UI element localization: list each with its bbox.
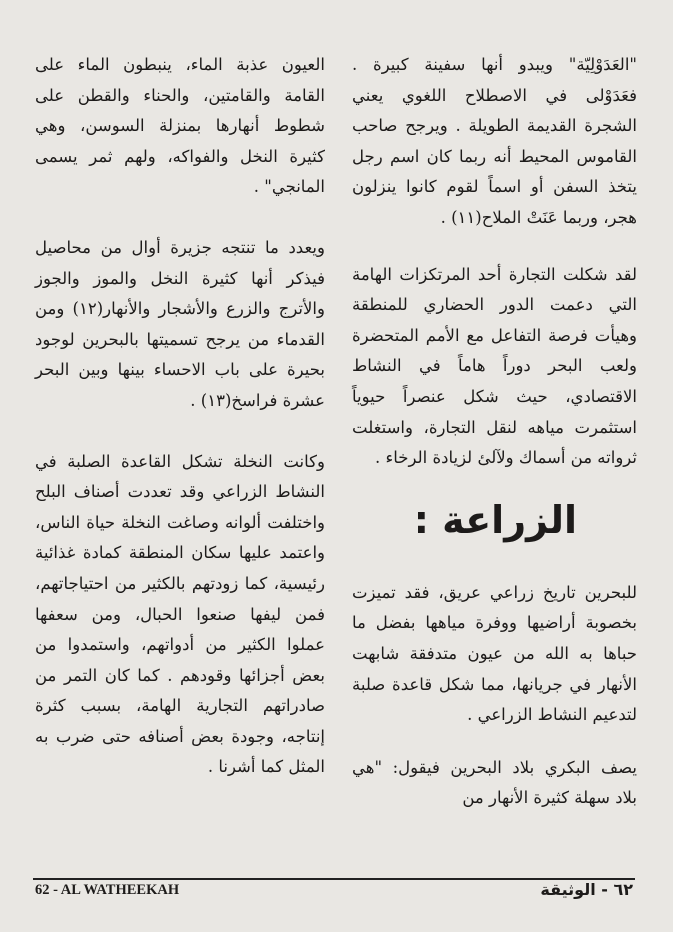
paragraph-trade: لقد شكلت التجارة أحد المرتكزات الهامة التي دعمت الدور الحضاري للمنطقة وهيأت فرصة التفاعل مع الأمم المتحضرة ولعب البحر دوراً هاماً في النشاط الاقتصادي، حيث شكل عنصراً حيوياً استثمرت مياهه لنقل التجارة، واستغلت ثرواته من أسماك ولآلئ لزيادة الرخاء . [352,264,637,468]
paragraph-bakri-quote: يصف البكري بلاد البحرين فيقول: "هي بلاد سهلة كثيرة الأنهار من [352,757,637,808]
paragraph-adawliyya: "العَدَوْلِيّة" ويبدو أنها سفينة كبيرة . فعَدَوْلى في الاصطلاح اللغوي يعني الشجرة القديمة الطويلة . ويرجح صاحب القاموس المحيط أنه ربما كان اسم رجل يتخذ السفن أو اسماً لقوم كانوا ينزلون هجر، وربما عَنَتْ الملاح(١١) . [352,55,637,227]
footer-page-label-arabic: ٦٢ - الوثيقة [540,880,633,899]
paragraph-springs: العيون عذبة الماء، ينبطون الماء على القامة والقامتين، والحناء والقطن على شطوط أنهارها بمنزلة السوسن، وهي كثيرة النخل والفواكه، ولهم ثمر يسمى المانجي" . [35,55,325,197]
right-column [352,50,637,814]
paragraph-palm-tree: وكانت النخلة تشكل القاعدة الصلبة في النشاط الزراعي وقد تعددت أصناف البلح واختلفت ألوانه وصاغت النخلة حياة الناس، واعتمد عليها سكان المنطقة كمادة غذائية رئيسية، كما زودتهم بالكثير من احتياجاتهم، فمن ليفها صنعوا الحبال، ومن سعفها عملوا الكثير من أدواتهم، واستمدوا من بعض أجزائها وقودهم . كما كان التمر من صادراتهم التجارية الهامة، بسبب كثرة إنتاجه، وجودة بعض أصنافه حتى ضرب به المثل كما أشرنا . [35,451,325,777]
footer-page-label-english: 62 - AL WATHEEKAH [35,882,180,898]
section-heading-agriculture: الزراعة : [413,497,577,542]
paragraph-awal-crops: ويعدد ما تنتجه جزيرة أوال من محاصيل فيذكر أنها كثيرة النخل والموز والجوز والأترج والزرع والأشجار والأنهار(١٢) ومن القدماء من يرجح تسميتها بالبحرين لوجود بحيرة على باب الاحساء بينها وبين البحر عشرة فراسخ(١٣) . [35,237,325,410]
paragraph-agriculture-history: للبحرين تاريخ زراعي عريق، فقد تميزت بخصوبة أراضيها ووفرة مياهها بفضل ما حباها به الله من عيون متدفقة شابهت الأنهار في جريانها، مما شكل قاعدة صلبة لتدعيم النشاط الزراعي . [352,582,637,725]
page-footer [33,878,635,910]
left-column [35,50,325,783]
